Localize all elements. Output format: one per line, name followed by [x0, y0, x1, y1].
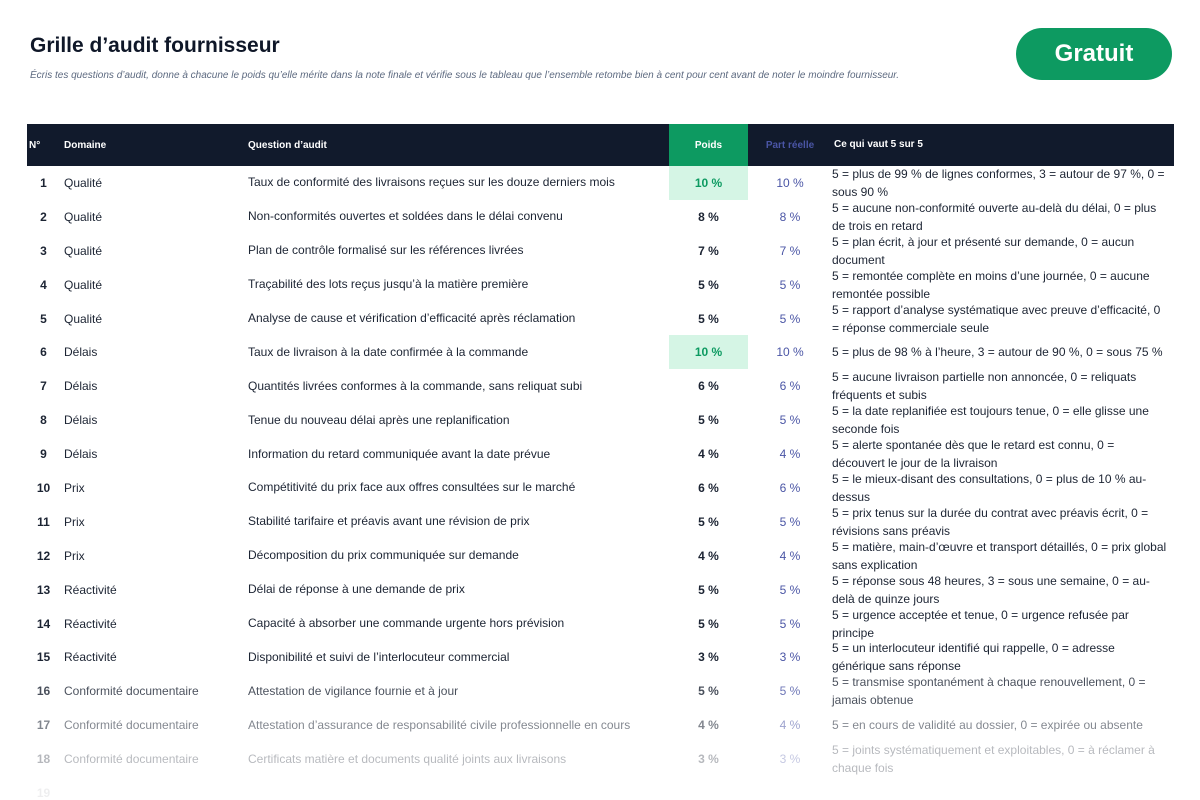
row-criteria: 5 = urgence acceptée et tenue, 0 = urgence refusée par principe	[832, 607, 1129, 640]
row-domain	[54, 776, 238, 800]
row-question: Traçabilité des lots reçus jusqu’à la matière première	[248, 277, 529, 292]
row-weight[interactable]: 6 %	[698, 379, 719, 394]
row-weight[interactable]: 4 %	[698, 447, 719, 462]
row-weight[interactable]: 5 %	[698, 413, 719, 428]
row-real-share: 5 %	[779, 582, 801, 597]
table-row[interactable]	[27, 742, 1174, 776]
row-criteria: 5 = rapport d’analyse systématique avec preuve d’efficacité, 0 = réponse commerciale seule	[832, 302, 1161, 335]
row-criteria: 5 = prix tenus sur la durée du contrat avec préavis écrit, 0 = révisions sans préavis	[832, 505, 1149, 538]
row-real-share: 4 %	[779, 447, 801, 462]
table-row[interactable]	[27, 437, 1174, 471]
row-criteria: 5 = réponse sous 48 heures, 3 = sous une semaine, 0 = au-delà de quinze jours	[832, 573, 1150, 606]
col-header-criteria[interactable]: Ce qui vaut 5 sur 5	[834, 139, 923, 150]
row-real-share: 5 %	[779, 311, 801, 326]
page-subtitle: Écris tes questions d’audit, donne à chacune le poids qu’elle mérite dans la note finale et vérifie sous le tableau que l’ensemble retombe bien à cent pour cent avant de noter le moindre fournisseur.	[30, 70, 900, 81]
row-number: 1	[40, 175, 47, 190]
row-real-share: 10 %	[776, 345, 804, 360]
table-row[interactable]	[27, 776, 1174, 800]
row-number: 9	[40, 447, 47, 462]
col-header-real-share[interactable]: Part réelle	[765, 139, 815, 151]
table-row[interactable]	[27, 505, 1174, 539]
table-body	[27, 166, 1174, 800]
row-criteria: 5 = un interlocuteur identifié qui rappelle, 0 = adresse générique sans réponse	[832, 641, 1115, 674]
row-criteria: 5 = plan écrit, à jour et présenté sur demande, 0 = aucun document	[832, 234, 1135, 267]
row-number: 18	[36, 752, 51, 767]
row-real-share: 4 %	[779, 718, 801, 733]
row-domain: Délais	[64, 379, 98, 394]
row-real-share: 10 %	[776, 175, 804, 190]
row-number: 13	[36, 582, 51, 597]
row-criteria: 5 = aucune livraison partielle non annoncée, 0 = reliquats fréquents et subis	[832, 370, 1137, 403]
row-criteria: 5 = joints systématiquement et exploitables, 0 = à réclamer à chaque fois	[832, 743, 1155, 776]
row-question: Tenue du nouveau délai après une replanification	[248, 412, 510, 427]
row-number: 2	[40, 209, 47, 224]
row-domain: Délais	[64, 413, 98, 428]
row-weight[interactable]: 8 %	[698, 209, 719, 224]
row-real-share: 5 %	[779, 616, 801, 631]
row-question: Compétitivité du prix face aux offres consultées sur le marché	[248, 480, 576, 495]
table-row[interactable]	[27, 674, 1174, 708]
row-criteria	[832, 776, 1174, 800]
row-question: Délai de réponse à une demande de prix	[248, 582, 465, 597]
row-criteria: 5 = plus de 98 % à l’heure, 3 = autour de 90 %, 0 = sous 75 %	[832, 345, 1163, 360]
table-row[interactable]	[27, 268, 1174, 302]
row-number: 11	[37, 514, 50, 529]
row-criteria: 5 = la date replanifiée est toujours tenue, 0 = elle glisse une seconde fois	[832, 404, 1149, 437]
row-real-share: 7 %	[779, 243, 801, 258]
row-criteria: 5 = plus de 99 % de lignes conformes, 3 = autour de 97 %, 0 = sous 90 %	[832, 166, 1165, 199]
row-real-share: 3 %	[779, 752, 801, 767]
row-weight[interactable]: 3 %	[698, 650, 719, 665]
row-weight[interactable]	[669, 776, 748, 800]
row-question: Information du retard communiquée avant la date prévue	[248, 446, 551, 461]
row-criteria: 5 = matière, main-d’œuvre et transport détaillés, 0 = prix global sans explication	[832, 539, 1167, 572]
row-weight[interactable]: 7 %	[698, 243, 719, 258]
row-real-share: 8 %	[779, 209, 801, 224]
table-row[interactable]	[27, 708, 1174, 742]
table-row[interactable]	[27, 166, 1174, 200]
table-row[interactable]	[27, 369, 1174, 403]
row-weight[interactable]: 3 %	[698, 752, 719, 767]
table-row[interactable]	[27, 607, 1174, 641]
row-question: Attestation de vigilance fournie et à jour	[248, 683, 459, 698]
row-question: Taux de conformité des livraisons reçues sur les douze derniers mois	[248, 175, 615, 190]
row-number: 12	[36, 548, 51, 563]
row-number: 10	[36, 480, 51, 495]
row-number: 15	[36, 650, 51, 665]
row-number: 14	[36, 616, 51, 631]
row-question: Quantités livrées conformes à la commande, sans reliquat subi	[248, 378, 583, 393]
row-question: Stabilité tarifaire et préavis avant une révision de prix	[248, 514, 530, 529]
row-number: 4	[40, 277, 47, 292]
row-domain: Qualité	[64, 175, 103, 190]
col-header-question[interactable]: Question d’audit	[248, 139, 327, 151]
row-real-share: 5 %	[779, 277, 801, 292]
row-real-share: 6 %	[779, 480, 801, 495]
table-row[interactable]	[27, 471, 1174, 505]
row-real-share: 6 %	[779, 379, 801, 394]
row-domain: Qualité	[64, 311, 103, 326]
row-real-share: 3 %	[779, 650, 801, 665]
row-weight[interactable]: 4 %	[698, 718, 719, 733]
row-number: 7	[40, 379, 47, 394]
row-weight[interactable]: 4 %	[698, 548, 719, 563]
row-question: Taux de livraison à la date confirmée à la commande	[248, 344, 529, 359]
row-domain: Qualité	[64, 209, 103, 224]
page-title: Grille d’audit fournisseur	[30, 34, 280, 57]
row-domain: Prix	[64, 514, 85, 529]
col-header-weight[interactable]: Poids	[669, 124, 748, 166]
col-header-number[interactable]: N°	[29, 139, 41, 151]
col-header-domain[interactable]: Domaine	[64, 139, 107, 151]
row-domain: Délais	[64, 447, 98, 462]
row-number: 16	[36, 684, 51, 699]
row-criteria: 5 = transmise spontanément à chaque renouvellement, 0 = jamais obtenue	[832, 675, 1146, 708]
row-number: 5	[40, 311, 47, 326]
row-criteria: 5 = le mieux-disant des consultations, 0 = plus de 10 % au-dessus	[832, 471, 1147, 504]
row-real-share: 5 %	[779, 684, 801, 699]
row-question: Attestation d’assurance de responsabilité civile professionnelle en cours	[248, 717, 631, 732]
row-question: Certificats matière et documents qualité joints aux livraisons	[248, 751, 567, 766]
row-question: Capacité à absorber une commande urgente hors prévision	[248, 616, 565, 631]
row-criteria: 5 = en cours de validité au dossier, 0 = expirée ou absente	[832, 718, 1143, 733]
table-row[interactable]	[27, 539, 1174, 573]
row-criteria: 5 = remontée complète en moins d’une journée, 0 = aucune remontée possible	[832, 268, 1150, 301]
row-real-share	[748, 776, 832, 800]
row-weight[interactable]: 5 %	[698, 616, 719, 631]
row-weight[interactable]: 6 %	[698, 480, 719, 495]
table-row[interactable]	[27, 640, 1174, 674]
row-domain: Réactivité	[64, 650, 117, 665]
row-weight[interactable]: 5 %	[698, 514, 719, 529]
row-number: 19	[36, 785, 51, 800]
row-real-share: 5 %	[779, 413, 801, 428]
row-number: 3	[40, 243, 47, 258]
row-criteria: 5 = aucune non-conformité ouverte au-delà du délai, 0 = plus de trois en retard	[832, 200, 1157, 233]
row-domain: Conformité documentaire	[64, 718, 199, 733]
row-question: Disponibilité et suivi de l’interlocuteur commercial	[248, 649, 510, 664]
row-domain: Conformité documentaire	[64, 752, 199, 767]
row-question	[238, 776, 669, 800]
row-question: Non-conformités ouvertes et soldées dans le délai convenu	[248, 209, 563, 224]
row-number: 8	[40, 413, 47, 428]
row-number: 17	[36, 718, 51, 733]
row-criteria: 5 = alerte spontanée dès que le retard est connu, 0 = découvert le jour de la livraison	[832, 438, 1115, 471]
table-row[interactable]	[27, 302, 1174, 336]
row-domain: Conformité documentaire	[64, 684, 199, 699]
row-question: Analyse de cause et vérification d’efficacité après réclamation	[248, 311, 576, 325]
row-weight[interactable]: 5 %	[698, 684, 719, 699]
row-weight[interactable]: 10 %	[669, 166, 748, 200]
table-row[interactable]	[27, 335, 1174, 369]
row-domain: Prix	[64, 548, 85, 563]
row-question: Décomposition du prix communiquée sur demande	[248, 548, 519, 563]
row-domain: Délais	[64, 345, 98, 360]
table-row[interactable]	[27, 234, 1174, 268]
row-weight[interactable]: 10 %	[669, 335, 748, 369]
row-domain: Qualité	[64, 277, 103, 292]
row-real-share: 5 %	[779, 514, 801, 529]
row-weight[interactable]: 5 %	[698, 277, 719, 292]
table-row[interactable]	[27, 200, 1174, 234]
row-real-share: 4 %	[779, 548, 801, 563]
free-badge[interactable]: Gratuit	[1016, 28, 1172, 80]
table-row[interactable]	[27, 403, 1174, 437]
row-number: 6	[40, 345, 47, 360]
audit-table	[27, 124, 1174, 800]
table-header	[27, 124, 1174, 166]
row-weight[interactable]: 5 %	[698, 582, 719, 597]
row-question: Plan de contrôle formalisé sur les références livrées	[248, 243, 524, 258]
row-weight[interactable]: 5 %	[698, 311, 719, 326]
row-domain: Qualité	[64, 243, 103, 258]
row-domain: Prix	[64, 480, 85, 495]
row-domain: Réactivité	[64, 582, 117, 597]
row-domain: Réactivité	[64, 616, 117, 631]
table-row[interactable]	[27, 573, 1174, 607]
